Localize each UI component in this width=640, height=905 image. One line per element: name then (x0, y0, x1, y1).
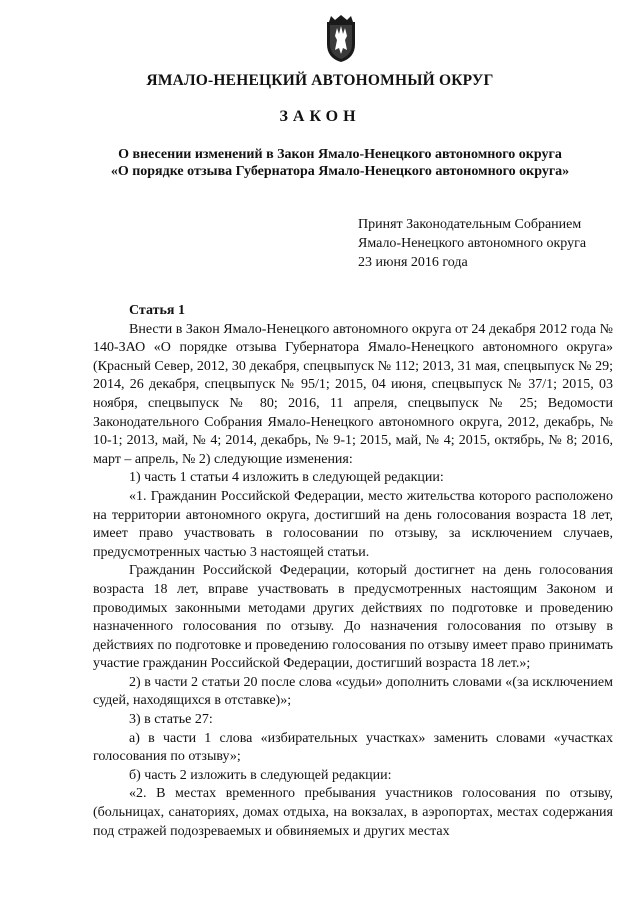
region-name: ЯМАЛО-НЕНЕЦКИЙ АВТОНОМНЫЙ ОКРУГ (146, 72, 494, 89)
article-body (93, 302, 613, 841)
article-heading: Статья 1 (129, 303, 185, 318)
law-title-line-2: «О порядке отзыва Губернатора Ямало-Ненецкого автономного округа» (110, 164, 570, 179)
coat-of-arms-icon (323, 14, 359, 64)
paragraph-6: 3) в статье 27: (129, 712, 213, 728)
paragraph-8: б) часть 2 изложить в следующей редакции: (129, 767, 392, 783)
paragraph-9: «2. В местах временного пребывания участников голосования по отзыву, (больницах, санаториях, домах отдыха, на вокзалах, в аэропортах, местах содержания под стражей подозреваемых и обвиняемых и других местах (93, 786, 613, 839)
adoption-line-2: Ямало-Ненецкого автономного округа (358, 236, 587, 251)
paragraph-3: «1. Гражданин Российской Федерации, место жительства которого расположено на территории автономного округа, достигший на день голосования возраста 18 лет, имеет право участвовать в голосовании по отзыву, за исключением случаев, предусмотренных частью 3 настоящей статьи. (93, 488, 613, 560)
adoption-note (358, 215, 618, 272)
adoption-date: 23 июня 2016 года (358, 255, 468, 270)
document-type: ЗАКОН (279, 108, 361, 125)
paragraph-1: Внести в Закон Ямало-Ненецкого автономного округа от 24 декабря 2012 года № 140-ЗАО «О порядке отзыва Губернатора Ямало-Ненецкого автономного округа» (Красный Север, 2012, 30 декабря, спецвыпуск № 112; 2013, 31 мая, спецвыпуск № 29; 2014, 26 декабря, спецвыпуск № 95/1; 2015, 04 июня, спецвыпуск № 37/1; 2015, 03 ноября, спецвыпуск № 80; 2016, 11 апреля, спецвыпуск № 25; Ведомости Законодательного Собрания Ямало-Ненецкого автономного округа, 2012, декабрь, № 10-1; 2013, май, № 4; 2014, декабрь, № 9-1; 2015, май, № 4; 2015, октябрь, № 8; 2016, март – апрель, № 2) следующие изменения: (93, 321, 613, 467)
paragraph-4: Гражданин Российской Федерации, который достигнет на день голосования возраста 18 лет, вправе участвовать в предусмотренных настоящим Законом и проводимых законными методами других действиях по подготовке и проведению назначенного голосования по отзыву. До назначения голосования по отзыву в действиях по подготовке и проведению голосования по отзыву имеет право принимать участие гражданин Российской Федерации, достигший возраста 18 лет.»; (93, 563, 613, 672)
paragraph-7: а) в части 1 слова «избирательных участках» заменить словами «участках голосования по отзыву»; (93, 730, 613, 765)
paragraph-5: 2) в части 2 статьи 20 после слова «судьи» дополнить словами «(за исключением судей, находящихся в отставке)»; (93, 674, 613, 709)
law-title-line-1: О внесении изменений в Закон Ямало-Ненецкого автономного округа (118, 147, 562, 162)
paragraph-2: 1) часть 1 статьи 4 изложить в следующей редакции: (129, 470, 444, 486)
law-title (60, 146, 620, 180)
adoption-line-1: Принят Законодательным Собранием (358, 217, 582, 232)
